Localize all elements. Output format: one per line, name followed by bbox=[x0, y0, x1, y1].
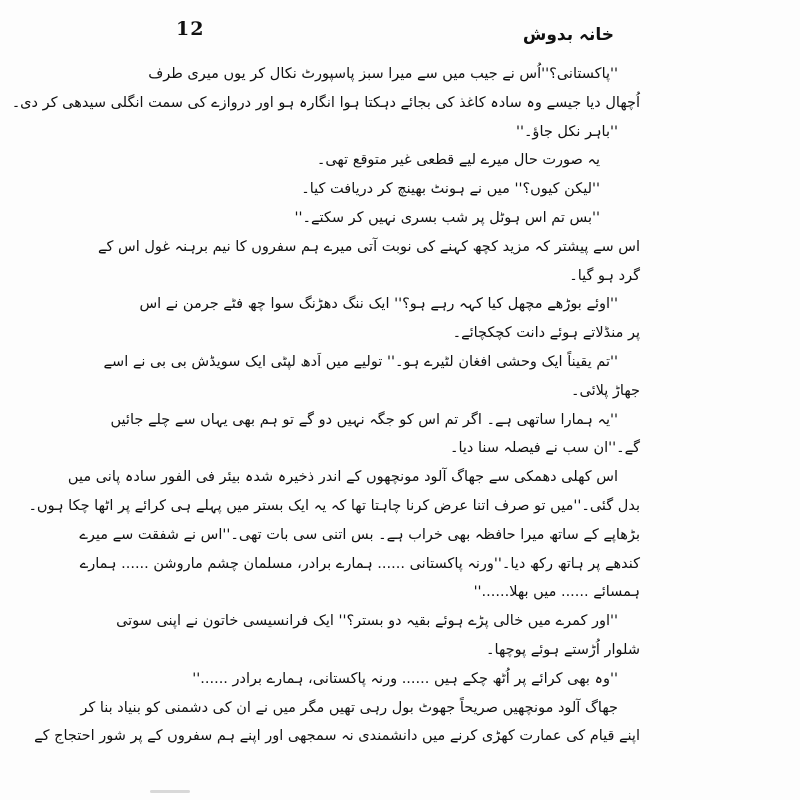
text-line: شلوار اُڑستے ہوئے پوچھا۔ bbox=[486, 641, 640, 658]
text-line: ''اوئے بوڑھے مچھل کیا کہہ رہے ہو؟'' ایک ننگ دھڑنگ سوا چھ فٹے جرمن نے اس bbox=[139, 296, 618, 313]
text-line: پر منڈلاتے ہوئے دانت کچکچائے۔ bbox=[452, 325, 640, 342]
text-line: ''وہ بھی کرائے پر اُٹھ چکے ہیں ...... ورنہ پاکستانی، ہمارے برادر ......'' bbox=[192, 670, 618, 687]
text-line: یہ صورت حال میرے لیے قطعی غیر متوقع تھی۔ bbox=[316, 152, 600, 169]
text-line: جھاڑ پلائی۔ bbox=[571, 382, 640, 399]
text-line: اس کھلی دھمکی سے جھاگ آلود مونچھوں کے اندر ذخیرہ شدہ بیئر فی الفور سادہ پانی میں bbox=[67, 469, 618, 486]
body-text bbox=[11, 60, 640, 790]
text-line: گے۔''ان سب نے فیصلہ سنا دیا۔ bbox=[449, 440, 640, 457]
text-line: ''بس تم اس ہوٹل پر شب بسری نہیں کر سکتے۔'' bbox=[294, 209, 600, 226]
text-line: گرد ہو گیا۔ bbox=[569, 267, 640, 284]
page-smudge bbox=[150, 790, 190, 793]
text-line: بدل گئی۔''میں تو صرف اتنا عرض کرنا چاہتا تھا کہ یہ ایک بستر میں پہلے ہی کرائے پر اٹھا چکا ہوں۔ bbox=[28, 497, 640, 514]
text-line: اُچھال دیا جیسے وہ سادہ کاغذ کی بجائے دہکتا ہوا انگارہ ہو اور دروازے کی سمت انگلی سیدھی کر دی۔ bbox=[11, 94, 640, 111]
text-line: اس سے پیشتر کہ مزید کچھ کہنے کی نوبت آتی میرے ہم سفروں کا نیم برہنہ غول اس کے bbox=[98, 238, 640, 255]
text-line: کندھے پر ہاتھ رکھ دیا۔''ورنہ پاکستانی ...... ہمارے برادر، مسلمان چشم ماروشن ...... ہمارے bbox=[79, 555, 640, 572]
text-line: اپنے قیام کی عمارت کھڑی کرنے میں دانشمندی نہ سمجھی اور اپنے ہم سفروں کے پر شور احتجاج کے bbox=[34, 728, 640, 745]
page-header bbox=[0, 14, 800, 54]
text-line: ''لیکن کیوں؟'' میں نے ہونٹ بھینچ کر دریافت کیا۔ bbox=[301, 181, 600, 198]
text-line: ہمسائے ...... میں بھلا......'' bbox=[473, 584, 640, 601]
text-line: ''اور کمرے میں خالی پڑے ہوئے بقیہ دو بستر؟'' ایک فرانسیسی خاتون نے اپنی سوتی bbox=[116, 613, 618, 630]
text-line: جھاگ آلود مونچھیں صریحاً جھوٹ بول رہی تھیں مگر میں نے ان کی دشمنی کو بنیاد بنا کر bbox=[80, 699, 618, 716]
text-line: بڑھاپے کے ساتھ میرا حافظہ بھی خراب ہے۔ بس اتنی سی بات تھی۔''اس نے شفقت سے میرے bbox=[79, 526, 640, 543]
text-line: ''تم یقیناً ایک وحشی افغان لٹیرے ہو۔'' تولیے میں اَدھ لپٹی ایک سویڈش بی بی نے اسے bbox=[103, 353, 618, 370]
page-number: 12 bbox=[176, 18, 205, 40]
text-line: ''پاکستانی؟''اُس نے جیب میں سے میرا سبز پاسپورٹ نکال کر یوں میری طرف bbox=[148, 66, 618, 82]
running-head-title: خانہ بدوش bbox=[522, 25, 614, 45]
text-line: ''یہ ہمارا ساتھی ہے۔ اگر تم اس کو جگہ نہیں دو گے تو ہم بھی یہاں سے چلے جائیں bbox=[110, 411, 618, 428]
text-line: ''باہر نکل جاؤ۔'' bbox=[515, 123, 618, 140]
